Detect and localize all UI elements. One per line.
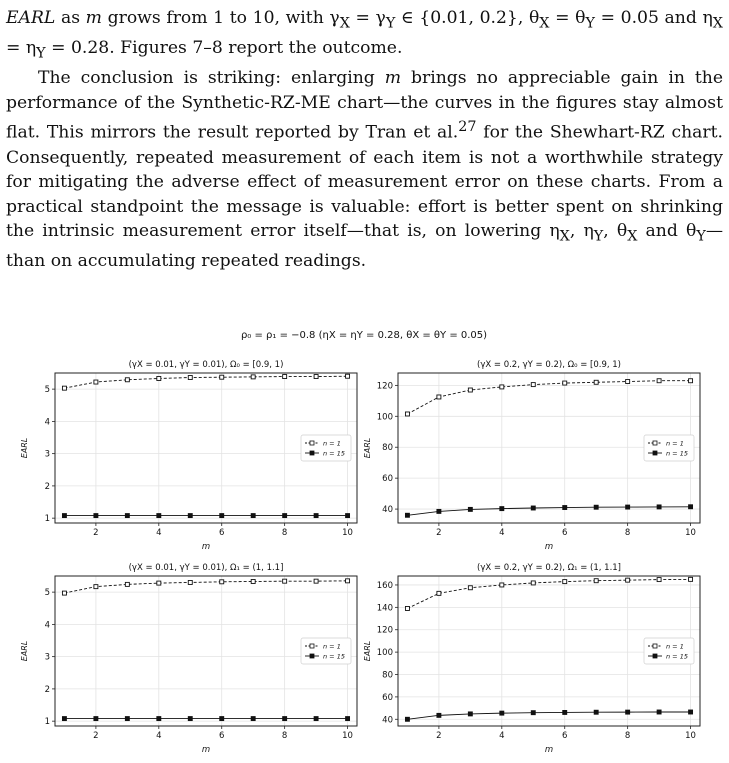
data-point [563,710,567,714]
series-line-n1 [407,579,690,608]
data-point [251,375,255,379]
data-point [346,579,350,583]
data-point [346,374,350,378]
legend-label: n = 15 [323,652,345,661]
y-tick-label: 3 [44,449,50,460]
data-point [157,376,161,380]
text-run: = η [6,38,37,59]
subscript: X [539,15,550,32]
data-point [437,509,441,513]
y-tick-label: 140 [376,603,393,614]
data-point [157,581,161,585]
text-run: —than on accumulating repeated readings. [6,221,723,272]
data-point [346,717,350,721]
chart-panel [20,563,357,755]
data-point [626,505,630,509]
data-point [626,710,630,714]
data-point [157,514,161,518]
data-point [220,375,224,379]
data-point [689,710,693,714]
data-point [220,717,224,721]
y-tick-label: 40 [382,715,393,726]
x-tick-label: 4 [499,731,505,741]
data-point [468,586,472,590]
data-point [689,577,693,581]
figure-canvas [0,322,729,758]
legend-label: n = 15 [666,652,688,661]
y-tick-label: 100 [376,648,393,659]
text-run: = θ [549,8,586,28]
x-tick-label: 4 [156,731,162,741]
text-run: brings no appreciable gain in the performance of the Synthetic-RZ-ME chart—the curves in the figures stay almost flat. This mirrors the result reported by Tran et al. [6,68,723,143]
series-line-n1 [64,581,347,593]
x-tick-label: 6 [562,528,568,538]
y-tick-label: 80 [382,443,393,454]
data-point [125,514,129,518]
data-point [314,514,318,518]
legend-label: n = 15 [666,449,688,458]
text-run: = γ [349,8,386,28]
data-point [251,717,255,721]
x-tick-label: 8 [281,731,288,741]
paragraph-1 [6,6,723,66]
data-point [594,380,598,384]
data-point [437,591,441,595]
data-point [283,375,287,379]
x-tick-label: 6 [562,731,568,741]
data-point [220,514,224,518]
x-axis-label: m [544,745,554,755]
chart-panel [363,563,700,755]
text-run: , θ [603,221,628,242]
data-point [188,376,192,380]
y-axis-label: EARL [363,437,372,459]
data-point [657,578,661,582]
y-axis-label: EARL [20,640,29,662]
y-tick-label: 60 [382,692,393,703]
text-run: and θ [637,221,697,242]
text-run: for the Shewhart-RZ chart. Consequently, repeated measurement of each item is not a worthwhile strategy for mitigating the adverse effect of measurement error on these charts. From a practical standpoint the message is valuable: effort is better spent on shrinking the intrinsic measurement error itself—that is, on lowering η [6,122,723,242]
data-point [94,380,98,384]
data-point [531,506,535,510]
data-point [125,582,129,586]
data-point [689,379,693,383]
data-point [594,579,598,583]
chart-title: (γX = 0.2, γY = 0.2), Ω₀ = [0.9, 1) [477,360,621,370]
subscript: X [559,228,570,245]
data-point [531,711,535,715]
x-tick-label: 6 [219,528,225,538]
legend-label: n = 1 [666,642,684,651]
subscript: X [627,228,638,245]
data-point [563,381,567,385]
math-m: m [85,8,102,28]
y-tick-label: 2 [44,684,50,695]
chart-panel [20,360,357,552]
data-point [500,583,504,587]
data-point [500,385,504,389]
legend-marker [653,644,657,648]
data-point [689,505,693,509]
x-tick-label: 4 [156,528,162,538]
data-point [594,710,598,714]
x-tick-label: 6 [219,731,225,741]
data-point [251,514,255,518]
earl-term: EARL [6,8,56,28]
x-tick-label: 10 [685,731,696,741]
data-point [405,717,409,721]
subscript: Y [585,15,595,32]
data-point [531,581,535,585]
data-point [468,712,472,716]
y-tick-label: 3 [44,652,50,663]
x-tick-label: 2 [93,731,99,741]
data-point [563,506,567,510]
subscript: X [339,15,350,32]
data-point [657,505,661,509]
data-point [405,513,409,517]
data-point [405,412,409,416]
y-tick-label: 160 [376,580,393,591]
series-line-n15 [407,507,690,516]
y-tick-label: 40 [382,505,393,516]
data-point [594,505,598,509]
series-line-n15 [407,712,690,719]
y-tick-label: 4 [44,620,50,631]
y-tick-label: 5 [44,385,50,396]
legend-marker [653,441,657,445]
data-point [314,717,318,721]
legend-marker [310,644,314,648]
data-point [157,717,161,721]
x-axis-label: m [544,542,554,552]
data-point [125,378,129,382]
legend-marker [310,654,314,658]
text-run: , η [569,221,594,242]
text-run: = 0.05 and η [594,8,713,28]
text-run: as [55,8,86,28]
x-tick-label: 2 [436,528,442,538]
data-point [94,717,98,721]
data-point [346,514,350,518]
y-axis-label: EARL [20,437,29,459]
legend-marker [653,654,657,658]
y-tick-label: 1 [44,514,50,525]
data-point [468,507,472,511]
x-tick-label: 8 [624,731,631,741]
data-point [188,717,192,721]
legend-label: n = 1 [323,439,341,448]
series-line-n1 [64,376,347,388]
legend-marker [310,441,314,445]
x-tick-label: 2 [436,731,442,741]
x-tick-label: 8 [281,528,288,538]
legend-label: n = 1 [323,642,341,651]
y-axis-label: EARL [363,640,372,662]
subscript: Y [593,228,604,245]
data-point [188,580,192,584]
data-point [62,717,66,721]
math-m: m [384,68,402,89]
y-tick-label: 80 [382,670,393,681]
y-tick-label: 4 [44,417,50,428]
data-point [500,711,504,715]
figure-suptitle: ρ₀ = ρ₁ = −0.8 (ηX = ηY = 0.28, θX = θY = 0.05) [240,330,488,341]
data-point [405,606,409,610]
subscript: X [712,15,723,32]
legend-marker [310,451,314,455]
y-tick-label: 1 [44,717,50,728]
data-point [563,580,567,584]
data-point [62,386,66,390]
legend-marker [653,451,657,455]
body-text [6,6,723,274]
data-point [500,507,504,511]
chart-panel [363,360,700,552]
x-tick-label: 10 [342,528,353,538]
y-tick-label: 2 [44,481,50,492]
text-run: = 0.28. Figures 7–8 report the outcome. [45,38,403,59]
data-point [220,580,224,584]
data-point [251,579,255,583]
chart-title: (γX = 0.01, γY = 0.01), Ω₁ = (1, 1.1] [128,563,284,573]
data-point [94,514,98,518]
subscript: Y [696,228,706,245]
y-tick-label: 60 [382,474,393,485]
data-point [657,710,661,714]
data-point [437,395,441,399]
x-tick-label: 2 [93,528,99,538]
data-point [626,578,630,582]
x-tick-label: 10 [685,528,696,538]
subscript: Y [36,45,46,62]
y-tick-label: 120 [376,381,393,392]
data-point [94,585,98,589]
x-tick-label: 4 [499,528,505,538]
data-point [62,514,66,518]
citation-ref[interactable]: 27 [458,119,477,136]
legend-label: n = 1 [666,439,684,448]
chart-title: (γX = 0.01, γY = 0.01), Ω₀ = [0.9, 1) [128,360,284,370]
legend-label: n = 15 [323,449,345,458]
data-point [283,579,287,583]
data-point [314,579,318,583]
data-point [314,375,318,379]
data-point [283,514,287,518]
figure [0,322,729,758]
text-run: grows from 1 to 10, with γ [101,8,340,28]
y-tick-label: 120 [376,625,393,636]
data-point [125,717,129,721]
data-point [62,591,66,595]
data-point [188,514,192,518]
x-tick-label: 10 [342,731,353,741]
data-point [437,713,441,717]
chart-title: (γX = 0.2, γY = 0.2), Ω₁ = (1, 1.1] [477,563,621,573]
y-tick-label: 5 [44,588,50,599]
paragraph-2 [6,66,723,274]
data-point [657,379,661,383]
x-axis-label: m [201,745,211,755]
data-point [626,380,630,384]
text-run: The conclusion is striking: enlarging [38,68,385,89]
data-point [531,383,535,387]
text-run: ∈ {0.01, 0.2}, θ [395,8,540,28]
subscript: Y [385,15,396,32]
x-axis-label: m [201,542,211,552]
data-point [283,717,287,721]
x-tick-label: 8 [624,528,631,538]
data-point [468,388,472,392]
y-tick-label: 100 [376,412,393,423]
